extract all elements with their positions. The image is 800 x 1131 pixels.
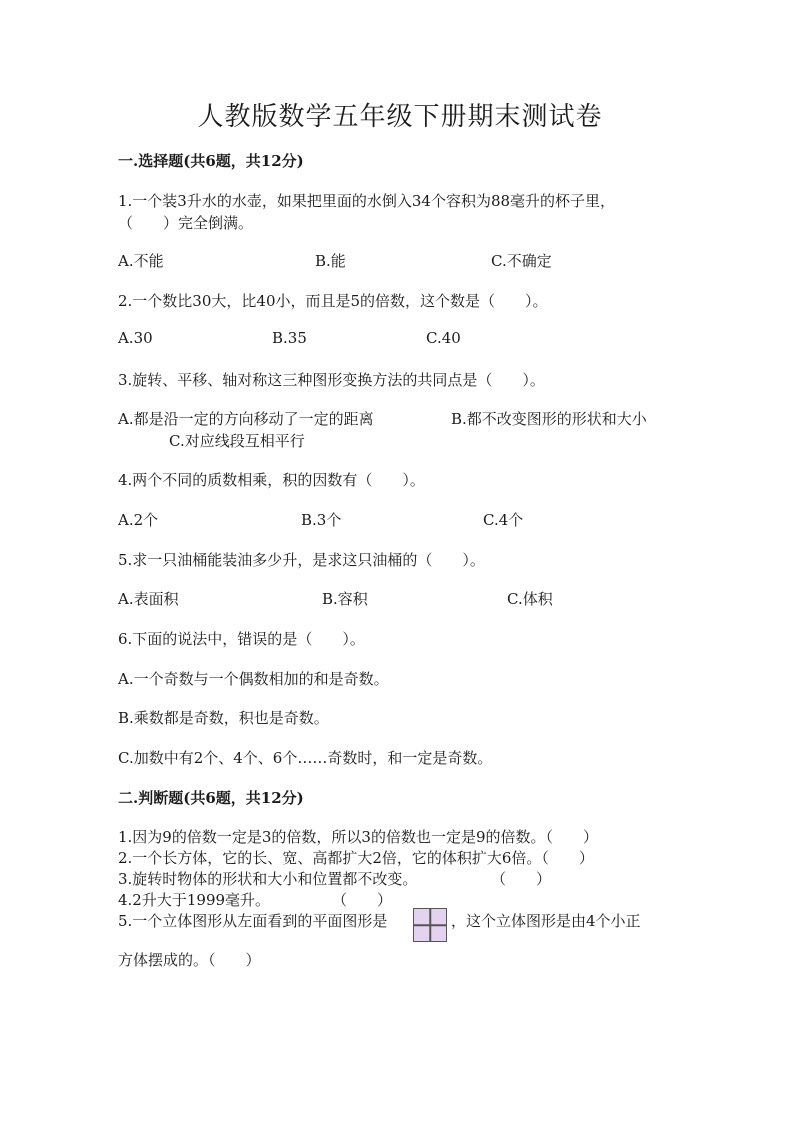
question-6: 6.下面的说法中，错误的是（ ）。	[118, 630, 365, 648]
judgment-3: 3.旋转时物体的形状和大小和位置都不改变。	[118, 870, 418, 888]
section-heading-judgment: 二.判断题(共6题，共12分)	[118, 789, 304, 807]
question-2: 2.一个数比30大，比40小，而且是5的倍数，这个数是（ ）。	[118, 292, 548, 310]
option-2b: B.35	[272, 329, 307, 347]
judgment-1: 1.因为9的倍数一定是3的倍数，所以3的倍数也一定是9的倍数。（ ）	[118, 828, 598, 846]
option-5c: C.体积	[507, 590, 553, 608]
judgment-3-blank: （ ）	[491, 870, 552, 888]
question-5: 5.求一只油桶能装油多少升，是求这只油桶的（ ）。	[118, 551, 485, 569]
question-1-line2: （ ）完全倒满。	[118, 214, 254, 232]
judgment-5-part2: ，这个立体图形是由4个小正	[451, 912, 641, 930]
judgment-5-part1: 5.一个立体图形从左面看到的平面图形是	[118, 912, 388, 930]
question-3: 3.旋转、平移、轴对称这三种图形变换方法的共同点是（ ）。	[118, 371, 545, 389]
option-2a: A.30	[118, 329, 153, 347]
option-5b: B.容积	[322, 590, 368, 608]
judgment-2: 2.一个长方体，它的长、宽、高都扩大2倍，它的体积扩大6倍。（ ）	[118, 849, 594, 867]
question-4: 4.两个不同的质数相乘，积的因数有（ ）。	[118, 471, 425, 489]
judgment-4-blank: （ ）	[332, 891, 393, 909]
option-6c: C.加数中有2个、4个、6个……奇数时，和一定是奇数。	[118, 749, 493, 767]
judgment-5-line2: 方体摆成的。（ ）	[118, 951, 261, 969]
judgment-4: 4.2升大于1999毫升。	[118, 891, 271, 909]
option-1c: C.不确定	[491, 252, 552, 270]
option-3c: C.对应线段互相平行	[169, 432, 305, 450]
option-3b: B.都不改变图形的形状和大小	[451, 410, 647, 428]
option-1b: B.能	[315, 252, 346, 270]
option-4a: A.2个	[118, 511, 159, 529]
left-view-grid-figure	[413, 908, 447, 942]
option-4c: C.4个	[483, 511, 524, 529]
option-6b: B.乘数都是奇数，积也是奇数。	[118, 709, 329, 727]
option-1a: A.不能	[118, 252, 164, 270]
page-title: 人教版数学五年级下册期末测试卷	[197, 102, 603, 132]
option-6a: A.一个奇数与一个偶数相加的和是奇数。	[118, 670, 389, 688]
section-heading-choice: 一.选择题(共6题，共12分)	[118, 152, 304, 170]
option-5a: A.表面积	[118, 590, 179, 608]
question-1-line1: 1.一个装3升水的水壶，如果把里面的水倒入34个容积为88毫升的杯子里，	[118, 192, 616, 210]
option-4b: B.3个	[301, 511, 342, 529]
option-2c: C.40	[426, 329, 461, 347]
option-3a: A.都是沿一定的方向移动了一定的距离	[118, 410, 374, 428]
